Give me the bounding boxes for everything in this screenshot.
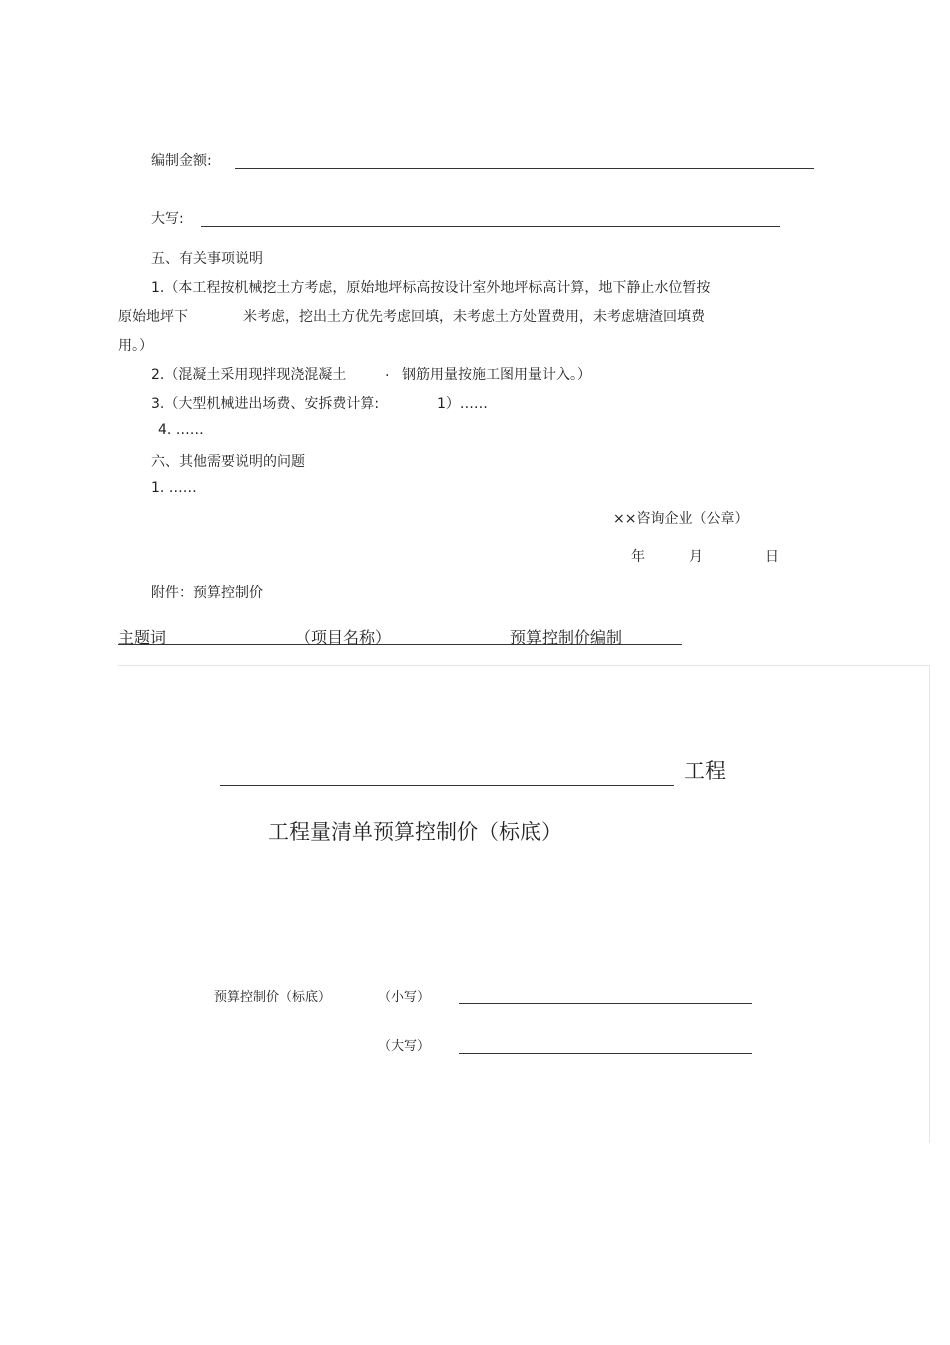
- date-year: 年: [631, 549, 645, 565]
- price-lower-label: （小写）: [378, 990, 431, 1005]
- section5-item1-line1: 1.（本工程按机械挖土方考虑，原始地坪标高按设计室外地坪标高计算，地下静止水位暂按: [151, 280, 711, 296]
- section5-item1-line3: 用。）: [118, 338, 153, 354]
- cover-frame-top-border: [118, 665, 930, 666]
- attachment-note: 附件：预算控制价: [151, 585, 263, 601]
- date-day: 日: [765, 549, 779, 565]
- section6-item1: 1. ……: [151, 480, 197, 496]
- project-name-blank-line: [220, 785, 674, 786]
- date-month: 月: [689, 549, 703, 565]
- cover-frame-right-border: [929, 665, 930, 1143]
- capital-blank-line: [201, 226, 780, 227]
- cover-frame: [118, 665, 930, 1143]
- subject-underline: [118, 644, 682, 645]
- section6-heading: 六、其他需要说明的问题: [151, 454, 305, 470]
- section5-item3a: 3.（大型机械进出场费、安拆费计算:: [151, 396, 380, 412]
- price-upper-label: （大写）: [378, 1039, 431, 1054]
- section5-item1-line2a: 原始地坪下: [118, 309, 188, 325]
- subject-project: （项目名称）: [295, 628, 392, 647]
- amount-label: 编制金额:: [151, 153, 212, 169]
- price-label: 预算控制价（标底）: [214, 990, 332, 1005]
- subject-compile: 预算控制价编制: [510, 628, 623, 647]
- cover-title: 工程量清单预算控制价（标底）: [268, 820, 562, 844]
- section5-item2c: 钢筋用量按施工图用量计入。）: [402, 367, 591, 383]
- project-suffix: 工程: [684, 759, 726, 783]
- section5-item2b: .: [385, 364, 390, 380]
- price-lower-blank-line: [459, 1003, 752, 1004]
- company-seal: ××咨询企业（公章）: [613, 511, 749, 527]
- section5-item1-line2b: 米考虑，挖出土方优先考虑回填，未考虑土方处置费用，未考虑塘渣回填费: [243, 309, 705, 325]
- price-upper-blank-line: [459, 1053, 752, 1054]
- capital-label: 大写:: [151, 211, 184, 227]
- section5-heading: 五、有关事项说明: [151, 251, 263, 267]
- section5-item3b: 1）……: [437, 396, 488, 412]
- section5-item2a: 2.（混凝土采用现拌现浇混凝土: [151, 367, 347, 383]
- subject-label: 主题词: [118, 628, 167, 647]
- amount-blank-line: [235, 168, 814, 169]
- section5-item4: 4. ……: [158, 422, 204, 438]
